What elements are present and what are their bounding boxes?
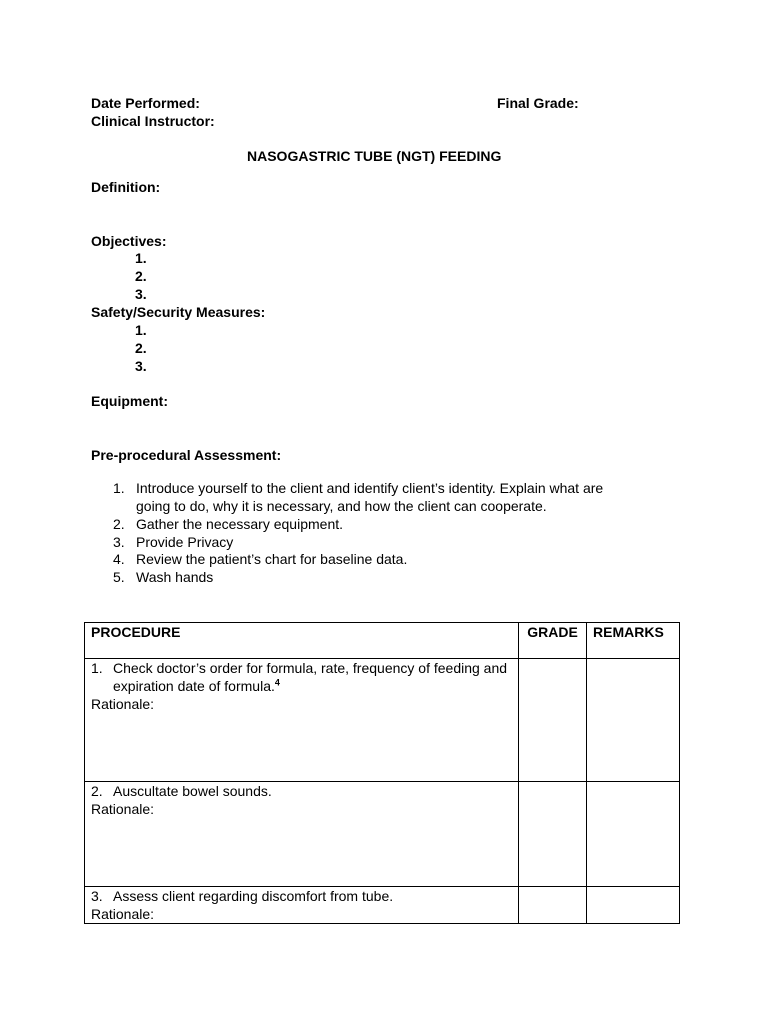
equipment-label: Equipment: [91,393,168,409]
assessment-item-text: going to do, why it is necessary, and how the client can cooperate. [136,498,547,514]
step-number: 1. [91,660,103,676]
remarks-cell [587,887,680,924]
date-performed-label: Date Performed: [91,95,200,111]
procedure-step [91,782,512,800]
step-text: Check doctor’s order for formula, rate, frequency of feeding and expiration date of formula. [113,660,508,694]
grade-cell [519,659,587,782]
step-text: Auscultate bowel sounds. [113,783,272,799]
procedure-step [91,659,512,695]
step-number: 3. [91,888,103,904]
table-row [85,659,680,782]
assessment-item-text: Wash hands [136,569,214,585]
assessment-item-text: Introduce yourself to the client and identify client’s identity. Explain what are [136,480,604,496]
grade-cell [519,887,587,924]
rationale-label: Rationale: [91,696,155,712]
assessment-item-text: Provide Privacy [136,534,234,550]
step-text: Assess client regarding discomfort from tube. [113,888,394,904]
remarks-column-header: REMARKS [587,623,680,659]
objectives-label: Objectives: [91,233,167,249]
safety-item-1: 1. [135,322,147,338]
assessment-item-text: Gather the necessary equipment. [136,516,344,532]
safety-item-2: 2. [135,340,147,356]
definition-label: Definition: [91,179,161,195]
remarks-cell [587,659,680,782]
final-grade-label: Final Grade: [497,95,579,111]
assessment-item-number: 1. [113,480,125,496]
procedure-step [91,887,512,905]
rationale-label: Rationale: [91,801,155,817]
assessment-item-number: 5. [113,569,125,585]
assessment-item-number: 2. [113,516,125,532]
clinical-instructor-label: Clinical Instructor: [91,113,215,129]
procedure-cell [85,887,519,924]
objective-item-3: 3. [135,286,147,302]
procedure-cell [85,659,519,782]
procedure-column-header: PROCEDURE [85,623,519,659]
objective-item-2: 2. [135,268,147,284]
grade-cell [519,782,587,887]
assessment-item-number: 4. [113,551,125,567]
assessment-item-number: 3. [113,534,125,550]
remarks-cell [587,782,680,887]
footnote-marker: 4 [274,677,280,688]
table-row [85,782,680,887]
procedure-table [84,622,680,924]
page-title: NASOGASTRIC TUBE (NGT) FEEDING [247,148,502,164]
grade-column-header: GRADE [519,623,587,659]
objective-item-1: 1. [135,250,147,266]
assessment-item-text: Review the patient’s chart for baseline data. [136,551,408,567]
table-row [85,887,680,924]
rationale-label: Rationale: [91,906,155,922]
table-header-row [85,623,680,659]
procedure-cell [85,782,519,887]
assessment-label: Pre-procedural Assessment: [91,447,282,463]
step-number: 2. [91,783,103,799]
safety-label: Safety/Security Measures: [91,304,266,320]
safety-item-3: 3. [135,358,147,374]
